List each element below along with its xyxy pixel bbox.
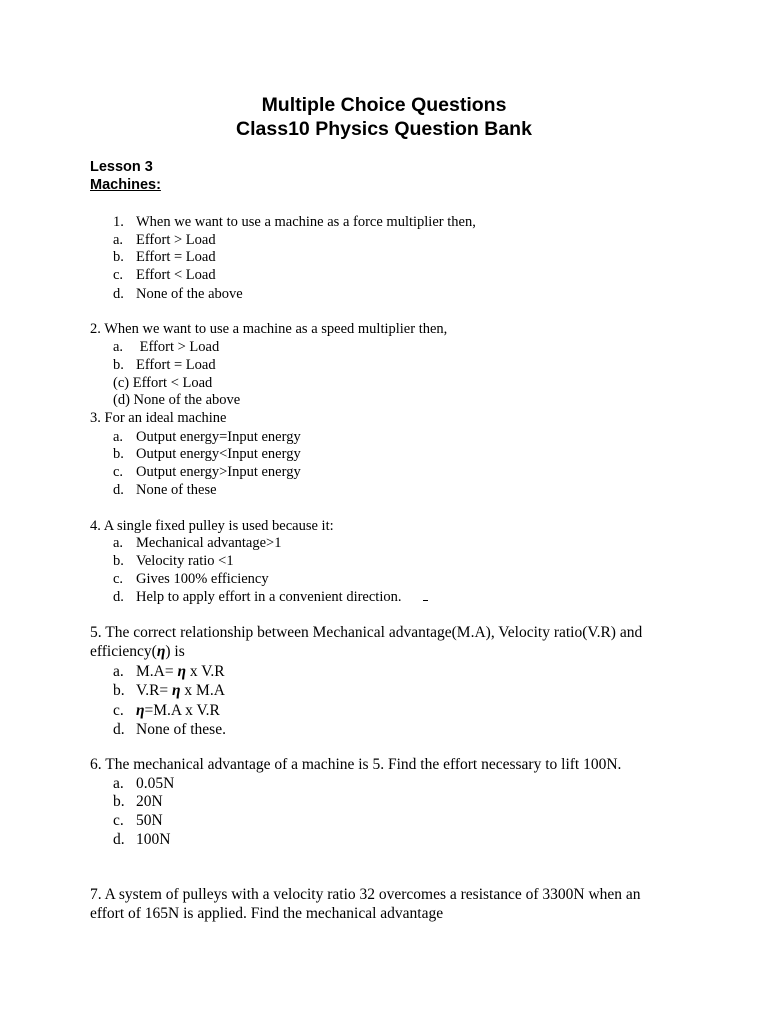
option-marker: b. — [113, 793, 125, 810]
option-text: Output energy>Input energy — [136, 464, 301, 480]
option-text: 50N — [136, 812, 163, 829]
option-text — [136, 681, 225, 701]
question-4-text: 4. A single fixed pulley is used because it: — [90, 518, 334, 534]
option-text: None of the above — [136, 286, 243, 302]
option-marker: b. — [113, 357, 124, 373]
option-marker: b. — [113, 446, 124, 462]
underline-mark — [423, 600, 428, 601]
question-text: When we want to use a machine as a force multiplier then, — [136, 214, 476, 230]
option-marker: d. — [113, 286, 124, 302]
option-marker: a. — [113, 775, 124, 792]
text-segment: x M.A — [180, 682, 225, 699]
option-item: (d) None of the above — [113, 392, 241, 408]
option-marker: c. — [113, 702, 124, 719]
option-marker: d. — [113, 721, 125, 738]
option-text: None of these. — [136, 721, 226, 738]
option-text: 100N — [136, 831, 171, 848]
option-marker: b. — [113, 553, 124, 569]
text-segment: M.A= — [136, 663, 178, 680]
option-text: Effort > Load — [136, 232, 216, 248]
option-text — [136, 701, 220, 721]
option-text: Mechanical advantage>1 — [136, 535, 282, 551]
text-segment: ) is — [165, 643, 185, 660]
option-text: Effort < Load — [136, 267, 216, 283]
lesson-heading: Lesson 3 — [90, 159, 153, 175]
option-marker: c. — [113, 267, 124, 283]
option-marker: a. — [113, 663, 124, 680]
option-text: 20N — [136, 793, 163, 810]
option-text: 0.05N — [136, 775, 175, 792]
option-text: Effort > Load — [136, 339, 220, 355]
question-3-text: 3. For an ideal machine — [90, 410, 227, 426]
document-title: Multiple Choice Questions — [261, 94, 507, 116]
eta-symbol: η — [172, 682, 181, 699]
option-marker: d. — [113, 831, 125, 848]
question-5-text-cont — [90, 642, 185, 662]
option-marker: d. — [113, 482, 124, 498]
option-marker: a. — [113, 535, 124, 551]
option-text — [136, 662, 225, 682]
text-segment: x V.R — [185, 663, 225, 680]
option-marker: d. — [113, 589, 124, 605]
text-segment: =M.A x V.R — [144, 702, 220, 719]
option-item: (c) Effort < Load — [113, 375, 213, 391]
option-marker: b. — [113, 249, 124, 265]
option-text: Help to apply effort in a convenient direction. — [136, 589, 402, 605]
text-segment: V.R= — [136, 682, 173, 699]
eta-symbol: η — [177, 663, 186, 680]
option-text: Gives 100% efficiency — [136, 571, 269, 587]
chapter-heading: Machines: — [90, 177, 161, 193]
option-marker: a. — [113, 339, 124, 355]
option-text: Output energy=Input energy — [136, 429, 301, 445]
option-text: Output energy<Input energy — [136, 446, 301, 462]
option-marker: c. — [113, 464, 124, 480]
option-marker: c. — [113, 571, 124, 587]
option-text: Effort = Load — [136, 357, 216, 373]
eta-symbol: η — [156, 643, 166, 660]
question-7-text: 7. A system of pulleys with a velocity ratio 32 overcomes a resistance of 3300N when an — [90, 886, 641, 903]
option-marker: b. — [113, 682, 125, 699]
option-marker: a. — [113, 429, 124, 445]
option-marker: a. — [113, 232, 124, 248]
question-5-text: 5. The correct relationship between Mechanical advantage(M.A), Velocity ratio(V.R) and — [90, 624, 643, 641]
option-text: Effort = Load — [136, 249, 216, 265]
eta-symbol: η — [136, 702, 145, 719]
option-marker: c. — [113, 812, 124, 829]
option-text: None of these — [136, 482, 217, 498]
document-subtitle: Class10 Physics Question Bank — [236, 118, 532, 140]
question-7-text-cont: effort of 165N is applied. Find the mechanical advantage — [90, 905, 444, 922]
question-number: 1. — [113, 214, 124, 230]
option-text: Velocity ratio <1 — [136, 553, 234, 569]
question-6-text: 6. The mechanical advantage of a machine is 5. Find the effort necessary to lift 100N. — [90, 756, 622, 773]
text-segment: efficiency( — [90, 643, 157, 660]
question-2-text: 2. When we want to use a machine as a speed multiplier then, — [90, 321, 448, 337]
